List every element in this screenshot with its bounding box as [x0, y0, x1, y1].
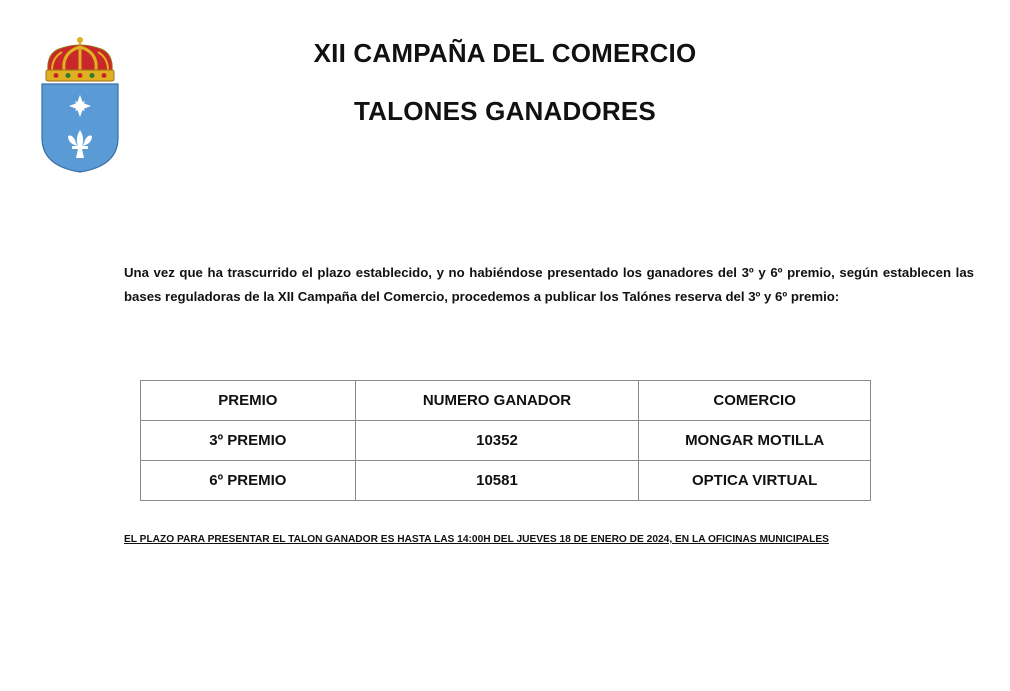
table-row — [141, 421, 871, 461]
table-cell-premio: 3º PREMIO — [141, 421, 356, 461]
column-header-numero-ganador: NUMERO GANADOR — [355, 381, 639, 421]
winners-table — [140, 380, 871, 501]
table-cell-numero: 10352 — [355, 421, 639, 461]
table-cell-comercio: OPTICA VIRTUAL — [639, 461, 871, 501]
page-title: XII CAMPAÑA DEL COMERCIO — [313, 38, 697, 68]
intro-paragraph: Una vez que ha trascurrido el plazo establecido, y no habiéndose presentado los ganadores del 3º y 6º premio, según establecen las bases reguladoras de la XII Campaña del Comercio, procedemos a publicar los Talónes reserva del 3º y 6º premio: — [124, 265, 974, 304]
table-header-row — [141, 381, 871, 421]
deadline-notice: EL PLAZO PARA PRESENTAR EL TALON GANADOR ES HASTA LAS 14:00H DEL JUEVES 18 DE ENERO DE 2024, EN LA OFICINAS MUNICIPALES — [124, 534, 829, 545]
column-header-comercio: COMERCIO — [639, 381, 871, 421]
table-cell-premio: 6º PREMIO — [141, 461, 356, 501]
table-cell-comercio: MONGAR MOTILLA — [639, 421, 871, 461]
table-cell-numero: 10581 — [355, 461, 639, 501]
table-row — [141, 461, 871, 501]
column-header-premio: PREMIO — [141, 381, 356, 421]
page-subtitle: TALONES GANADORES — [354, 96, 656, 126]
